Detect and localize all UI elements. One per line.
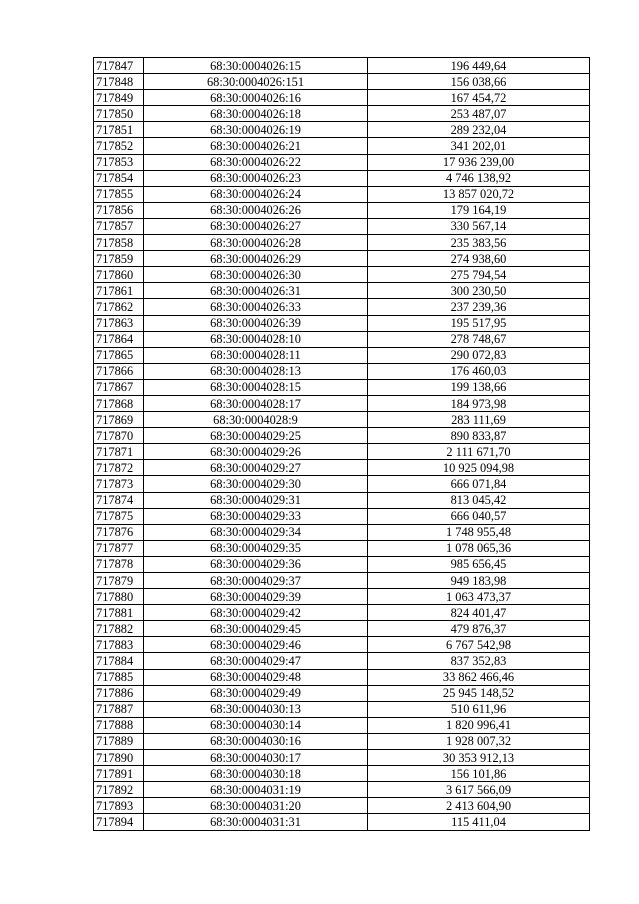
row-number-cell: 717866 — [94, 363, 144, 379]
row-number-cell: 717871 — [94, 444, 144, 460]
cadastral-value-cell: 195 517,95 — [368, 315, 590, 331]
cadastral-value-cell: 479 876,37 — [368, 621, 590, 637]
row-number-cell: 717870 — [94, 428, 144, 444]
table-row — [94, 733, 590, 749]
cadastral-value-cell: 13 857 020,72 — [368, 186, 590, 202]
cadastral-number-cell: 68:30:0004029:33 — [144, 508, 368, 524]
cadastral-number-cell: 68:30:0004026:24 — [144, 186, 368, 202]
cadastral-value-cell: 167 454,72 — [368, 90, 590, 106]
cadastral-number-cell: 68:30:0004030:14 — [144, 717, 368, 733]
cadastral-value-cell: 184 973,98 — [368, 395, 590, 411]
table-row — [94, 299, 590, 315]
cadastral-value-cell: 1 063 473,37 — [368, 589, 590, 605]
table-row — [94, 58, 590, 74]
cadastral-value-cell: 985 656,45 — [368, 556, 590, 572]
cadastral-number-cell: 68:30:0004026:31 — [144, 283, 368, 299]
table-row — [94, 106, 590, 122]
cadastral-number-cell: 68:30:0004028:13 — [144, 363, 368, 379]
row-number-cell: 717863 — [94, 315, 144, 331]
table-row — [94, 653, 590, 669]
cadastral-value-cell: 3 617 566,09 — [368, 782, 590, 798]
cadastral-number-cell: 68:30:0004031:19 — [144, 782, 368, 798]
cadastral-number-cell: 68:30:0004030:17 — [144, 750, 368, 766]
cadastral-value-cell: 275 794,54 — [368, 267, 590, 283]
cadastral-value-cell: 330 567,14 — [368, 218, 590, 234]
row-number-cell: 717882 — [94, 621, 144, 637]
cadastral-number-cell: 68:30:0004029:31 — [144, 492, 368, 508]
cadastral-value-cell: 813 045,42 — [368, 492, 590, 508]
cadastral-value-cell: 1 928 007,32 — [368, 733, 590, 749]
row-number-cell: 717859 — [94, 251, 144, 267]
cadastral-number-cell: 68:30:0004026:26 — [144, 202, 368, 218]
cadastral-value-cell: 4 746 138,92 — [368, 170, 590, 186]
row-number-cell: 717872 — [94, 460, 144, 476]
cadastral-value-cell: 274 938,60 — [368, 251, 590, 267]
row-number-cell: 717865 — [94, 347, 144, 363]
cadastral-number-cell: 68:30:0004029:36 — [144, 556, 368, 572]
cadastral-number-cell: 68:30:0004026:18 — [144, 106, 368, 122]
row-number-cell: 717890 — [94, 750, 144, 766]
table-row — [94, 782, 590, 798]
cadastral-number-cell: 68:30:0004029:34 — [144, 524, 368, 540]
row-number-cell: 717861 — [94, 283, 144, 299]
row-number-cell: 717849 — [94, 90, 144, 106]
table-row — [94, 267, 590, 283]
cadastral-number-cell: 68:30:0004029:30 — [144, 476, 368, 492]
cadastral-number-cell: 68:30:0004026:39 — [144, 315, 368, 331]
cadastral-value-cell: 283 111,69 — [368, 412, 590, 428]
table-body — [94, 58, 590, 831]
row-number-cell: 717880 — [94, 589, 144, 605]
cadastral-number-cell: 68:30:0004030:18 — [144, 766, 368, 782]
table-row — [94, 186, 590, 202]
cadastral-value-cell: 290 072,83 — [368, 347, 590, 363]
table-row — [94, 122, 590, 138]
cadastral-number-cell: 68:30:0004026:16 — [144, 90, 368, 106]
cadastral-number-cell: 68:30:0004028:9 — [144, 412, 368, 428]
table-row — [94, 428, 590, 444]
row-number-cell: 717854 — [94, 170, 144, 186]
row-number-cell: 717855 — [94, 186, 144, 202]
table-row — [94, 508, 590, 524]
cadastral-value-cell: 289 232,04 — [368, 122, 590, 138]
table-row — [94, 218, 590, 234]
table-row — [94, 251, 590, 267]
cadastral-value-cell: 253 487,07 — [368, 106, 590, 122]
row-number-cell: 717864 — [94, 331, 144, 347]
cadastral-value-cell: 156 038,66 — [368, 74, 590, 90]
cadastral-number-cell: 68:30:0004028:11 — [144, 347, 368, 363]
row-number-cell: 717857 — [94, 218, 144, 234]
row-number-cell: 717862 — [94, 299, 144, 315]
table-row — [94, 235, 590, 251]
cadastral-number-cell: 68:30:0004030:13 — [144, 701, 368, 717]
cadastral-number-cell: 68:30:0004028:15 — [144, 379, 368, 395]
row-number-cell: 717884 — [94, 653, 144, 669]
cadastral-number-cell: 68:30:0004029:47 — [144, 653, 368, 669]
cadastral-number-cell: 68:30:0004029:26 — [144, 444, 368, 460]
table-row — [94, 556, 590, 572]
row-number-cell: 717889 — [94, 733, 144, 749]
cadastral-value-cell: 237 239,36 — [368, 299, 590, 315]
table-row — [94, 492, 590, 508]
cadastral-value-cell: 837 352,83 — [368, 653, 590, 669]
row-number-cell: 717867 — [94, 379, 144, 395]
row-number-cell: 717875 — [94, 508, 144, 524]
cadastral-number-cell: 68:30:0004029:42 — [144, 605, 368, 621]
table-row — [94, 589, 590, 605]
table-row — [94, 540, 590, 556]
cadastral-number-cell: 68:30:0004029:37 — [144, 573, 368, 589]
cadastral-number-cell: 68:30:0004031:20 — [144, 798, 368, 814]
row-number-cell: 717887 — [94, 701, 144, 717]
table-row — [94, 315, 590, 331]
cadastral-value-cell: 1 748 955,48 — [368, 524, 590, 540]
cadastral-value-table — [93, 57, 590, 831]
table-row — [94, 685, 590, 701]
row-number-cell: 717886 — [94, 685, 144, 701]
cadastral-number-cell: 68:30:0004029:49 — [144, 685, 368, 701]
cadastral-value-cell: 2 111 671,70 — [368, 444, 590, 460]
table-row — [94, 74, 590, 90]
table-row — [94, 460, 590, 476]
cadastral-value-cell: 6 767 542,98 — [368, 637, 590, 653]
cadastral-value-cell: 666 071,84 — [368, 476, 590, 492]
row-number-cell: 717856 — [94, 202, 144, 218]
cadastral-value-cell: 25 945 148,52 — [368, 685, 590, 701]
cadastral-number-cell: 68:30:0004029:35 — [144, 540, 368, 556]
cadastral-value-cell: 2 413 604,90 — [368, 798, 590, 814]
cadastral-number-cell: 68:30:0004030:16 — [144, 733, 368, 749]
cadastral-number-cell: 68:30:0004026:21 — [144, 138, 368, 154]
table-row — [94, 283, 590, 299]
cadastral-number-cell: 68:30:0004026:23 — [144, 170, 368, 186]
table-row — [94, 347, 590, 363]
table-row — [94, 573, 590, 589]
cadastral-number-cell: 68:30:0004028:17 — [144, 395, 368, 411]
cadastral-value-cell: 300 230,50 — [368, 283, 590, 299]
cadastral-value-cell: 199 138,66 — [368, 379, 590, 395]
row-number-cell: 717852 — [94, 138, 144, 154]
cadastral-number-cell: 68:30:0004026:27 — [144, 218, 368, 234]
cadastral-value-cell: 341 202,01 — [368, 138, 590, 154]
row-number-cell: 717877 — [94, 540, 144, 556]
table-row — [94, 476, 590, 492]
row-number-cell: 717885 — [94, 669, 144, 685]
table-row — [94, 379, 590, 395]
table-row — [94, 138, 590, 154]
table-row — [94, 412, 590, 428]
cadastral-value-cell: 115 411,04 — [368, 814, 590, 830]
cadastral-value-cell: 176 460,03 — [368, 363, 590, 379]
row-number-cell: 717873 — [94, 476, 144, 492]
cadastral-number-cell: 68:30:0004026:28 — [144, 235, 368, 251]
row-number-cell: 717860 — [94, 267, 144, 283]
table-row — [94, 202, 590, 218]
row-number-cell: 717883 — [94, 637, 144, 653]
cadastral-number-cell: 68:30:0004026:29 — [144, 251, 368, 267]
row-number-cell: 717879 — [94, 573, 144, 589]
table-row — [94, 701, 590, 717]
row-number-cell: 717881 — [94, 605, 144, 621]
table-row — [94, 444, 590, 460]
cadastral-number-cell: 68:30:0004029:48 — [144, 669, 368, 685]
cadastral-number-cell: 68:30:0004029:27 — [144, 460, 368, 476]
cadastral-number-cell: 68:30:0004026:151 — [144, 74, 368, 90]
cadastral-value-cell: 156 101,86 — [368, 766, 590, 782]
row-number-cell: 717888 — [94, 717, 144, 733]
table-row — [94, 717, 590, 733]
table-row — [94, 154, 590, 170]
row-number-cell: 717891 — [94, 766, 144, 782]
cadastral-number-cell: 68:30:0004031:31 — [144, 814, 368, 830]
row-number-cell: 717876 — [94, 524, 144, 540]
cadastral-number-cell: 68:30:0004026:30 — [144, 267, 368, 283]
row-number-cell: 717893 — [94, 798, 144, 814]
table-row — [94, 90, 590, 106]
row-number-cell: 717847 — [94, 58, 144, 74]
cadastral-value-cell: 30 353 912,13 — [368, 750, 590, 766]
cadastral-value-cell: 510 611,96 — [368, 701, 590, 717]
table-row — [94, 798, 590, 814]
row-number-cell: 717850 — [94, 106, 144, 122]
table-row — [94, 750, 590, 766]
cadastral-value-cell: 666 040,57 — [368, 508, 590, 524]
table-row — [94, 524, 590, 540]
cadastral-number-cell: 68:30:0004026:33 — [144, 299, 368, 315]
cadastral-value-cell: 890 833,87 — [368, 428, 590, 444]
row-number-cell: 717892 — [94, 782, 144, 798]
table-row — [94, 814, 590, 830]
cadastral-value-cell: 17 936 239,00 — [368, 154, 590, 170]
cadastral-number-cell: 68:30:0004029:45 — [144, 621, 368, 637]
cadastral-value-cell: 278 748,67 — [368, 331, 590, 347]
cadastral-number-cell: 68:30:0004028:10 — [144, 331, 368, 347]
cadastral-number-cell: 68:30:0004026:19 — [144, 122, 368, 138]
table-row — [94, 621, 590, 637]
cadastral-value-cell: 1 820 996,41 — [368, 717, 590, 733]
table-row — [94, 637, 590, 653]
table-row — [94, 395, 590, 411]
table-row — [94, 170, 590, 186]
row-number-cell: 717858 — [94, 235, 144, 251]
row-number-cell: 717848 — [94, 74, 144, 90]
cadastral-number-cell: 68:30:0004026:15 — [144, 58, 368, 74]
row-number-cell: 717853 — [94, 154, 144, 170]
cadastral-number-cell: 68:30:0004029:25 — [144, 428, 368, 444]
row-number-cell: 717869 — [94, 412, 144, 428]
cadastral-value-cell: 824 401,47 — [368, 605, 590, 621]
cadastral-value-cell: 235 383,56 — [368, 235, 590, 251]
cadastral-value-cell: 1 078 065,36 — [368, 540, 590, 556]
row-number-cell: 717868 — [94, 395, 144, 411]
table-row — [94, 331, 590, 347]
cadastral-value-cell: 33 862 466,46 — [368, 669, 590, 685]
table-row — [94, 605, 590, 621]
cadastral-value-cell: 949 183,98 — [368, 573, 590, 589]
table-row — [94, 669, 590, 685]
row-number-cell: 717851 — [94, 122, 144, 138]
row-number-cell: 717874 — [94, 492, 144, 508]
cadastral-value-cell: 196 449,64 — [368, 58, 590, 74]
table-row — [94, 766, 590, 782]
cadastral-number-cell: 68:30:0004029:39 — [144, 589, 368, 605]
cadastral-number-cell: 68:30:0004029:46 — [144, 637, 368, 653]
cadastral-number-cell: 68:30:0004026:22 — [144, 154, 368, 170]
table-row — [94, 363, 590, 379]
cadastral-value-cell: 10 925 094,98 — [368, 460, 590, 476]
row-number-cell: 717894 — [94, 814, 144, 830]
row-number-cell: 717878 — [94, 556, 144, 572]
cadastral-value-cell: 179 164,19 — [368, 202, 590, 218]
